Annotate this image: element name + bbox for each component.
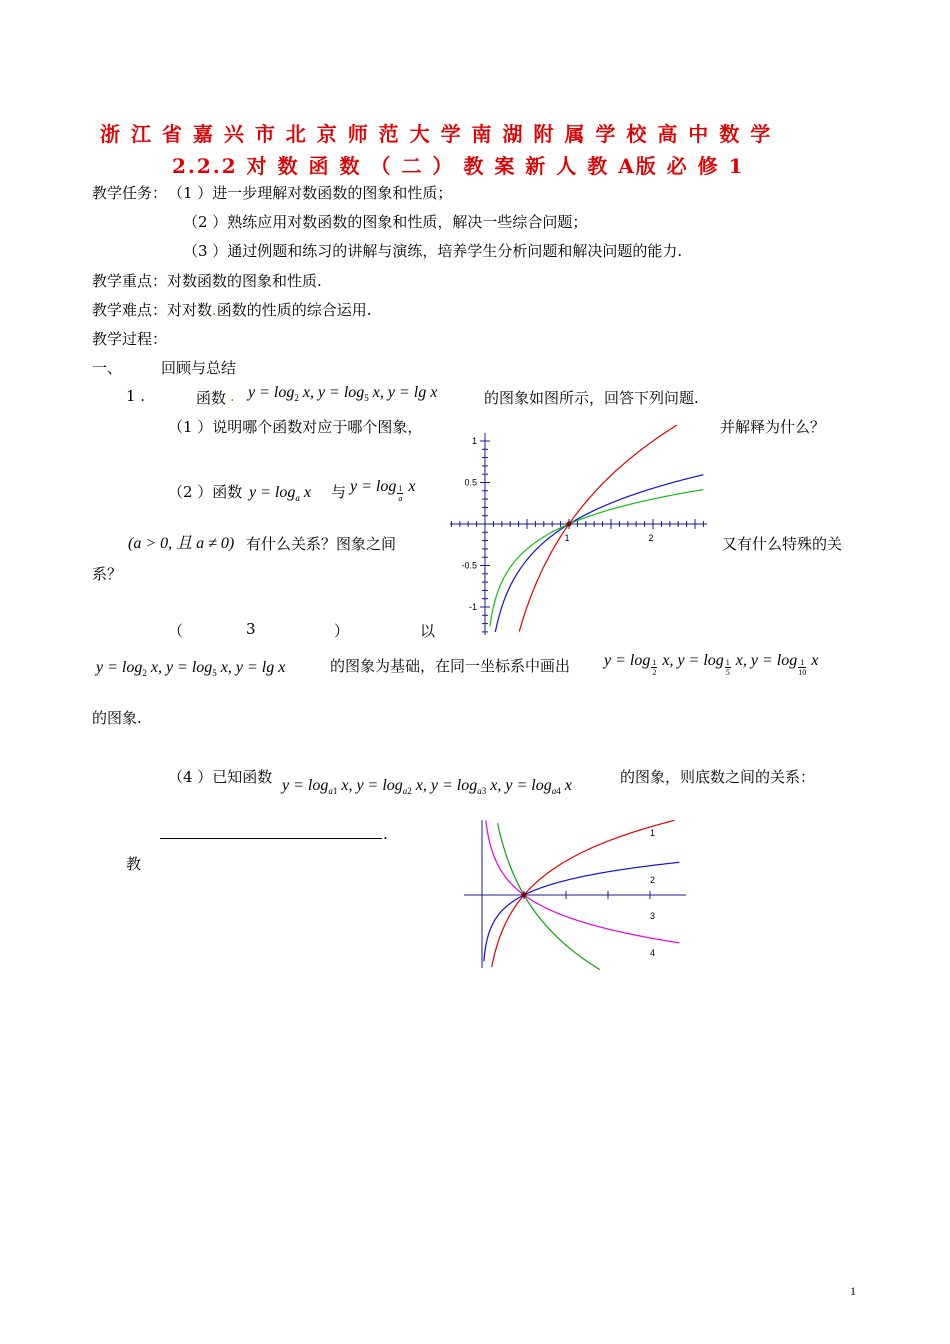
sub3-p4: 以 <box>420 622 436 640</box>
sub3-paren-close: ） <box>334 622 350 640</box>
sub3-mid: 的图象为基础，在同一坐标系中画出 <box>330 657 571 675</box>
process-label: 教学过程： <box>92 330 168 348</box>
difficulty-before: 教学难点：对对数 <box>92 301 213 319</box>
sub2-condition: (a > 0, 且 a ≠ 0) <box>128 535 235 552</box>
x-tick-label: 2 <box>648 533 654 543</box>
graph2-log-functions <box>462 818 702 973</box>
curve-label-2: 2 <box>650 875 656 885</box>
sub2-formula-inv: y = log $\frac{1}{a}$ x <box>350 478 416 503</box>
answer-blank-end: . <box>383 825 388 843</box>
sub2-cond-after: 有什么关系？图象之间 <box>246 535 397 553</box>
sub4-left: （4 ）已知函数 <box>168 768 273 786</box>
curve-4 <box>498 823 600 969</box>
answer-blank <box>160 838 382 839</box>
graph1-axes <box>450 433 707 635</box>
y-tick-label: -1 <box>468 602 477 612</box>
question-text: 的图象如图所示，回答下列问题. <box>484 389 699 407</box>
sub3-tail: 的图象. <box>92 709 142 727</box>
graph1-curves <box>490 425 704 632</box>
intersection-point <box>522 893 527 898</box>
difficulty <box>92 299 372 320</box>
question-formula: $y = \log_2 x$, $y = \log_5 x$, y = lg x <box>248 384 438 403</box>
page-number: 1 <box>850 1284 856 1298</box>
graph1-log-functions <box>445 425 710 640</box>
document-title-line2: 2.2.2 对 数 函 数 （ 二 ） 教 案 新 人 教 A版 必 修 1 <box>172 154 745 178</box>
sub1-left: （1 ）说明哪个函数对应于哪个图象， <box>168 418 423 436</box>
x-tick-label: 1 <box>564 533 570 543</box>
document-title-line1: 浙 江 省 嘉 兴 市 北 京 师 范 大 学 南 湖 附 属 学 校 高 中 数 学 <box>100 122 773 146</box>
y-tick-label: 0.5 <box>464 477 477 488</box>
tasks-label: 教学任务： <box>92 184 168 202</box>
question-number: 1 . <box>126 387 146 405</box>
sub4-after: 的图象，则底数之间的关系： <box>620 768 816 786</box>
sub2-right: 又有什么特殊的关 <box>722 535 843 553</box>
sub3-number: 3 <box>246 620 256 638</box>
task-item-1: （1 ）进一步理解对数函数的图象和性质； <box>168 184 453 202</box>
sub2-formula-a: $y = \log_a x$ <box>249 484 311 503</box>
y-tick-label: -0.5 <box>461 560 477 571</box>
section-title: 回顾与总结 <box>161 359 237 377</box>
task-item-2: （2 ）熟练应用对数函数的图象和性质，解决一些综合问题； <box>183 213 588 231</box>
sub2-mid: 与 <box>331 483 347 501</box>
section-number: 一、 <box>92 359 123 377</box>
sub3-formula-inverse: y = log 1 2 x, y = log 1 5 x, y = log 1 10 x <box>604 652 819 677</box>
mark-dot: . <box>212 301 217 319</box>
sub1-right: 并解释为什么？ <box>720 418 826 436</box>
sub2-tail: 系？ <box>92 565 123 583</box>
sub4-formula: $y = \log_{a1} x$, $y = \log_{a2} x$, $y = \log_{a3} x$, $y = \log_{a4} x$ <box>282 777 572 796</box>
curve-1 <box>492 820 675 967</box>
difficulty-after: 函数的性质的综合运用. <box>216 301 372 319</box>
curve-label-1: 1 <box>650 828 656 838</box>
curve-label-4: 4 <box>650 948 656 958</box>
sub3-paren-open: （ <box>168 622 184 640</box>
teach-text: 教 <box>126 855 142 873</box>
sub2-left: （2 ）函数 <box>168 483 243 501</box>
curve-lg <box>490 490 704 627</box>
intersection-point <box>567 522 572 527</box>
curve-label-3: 3 <box>650 911 656 921</box>
y-tick-label: 1 <box>471 436 477 446</box>
mark-dot: . <box>230 387 235 405</box>
question-intro: 函数 <box>196 389 227 407</box>
sub3-formula-base: $y = \log_2 x$, $y = \log_5 x$, y = lg x <box>96 659 286 678</box>
task-item-3: （3 ）通过例题和练习的讲解与演练，培养学生分析问题和解决问题的能力. <box>183 242 683 260</box>
curve-log2 <box>519 425 677 632</box>
key-point: 教学重点：对数函数的图象和性质. <box>92 272 322 290</box>
